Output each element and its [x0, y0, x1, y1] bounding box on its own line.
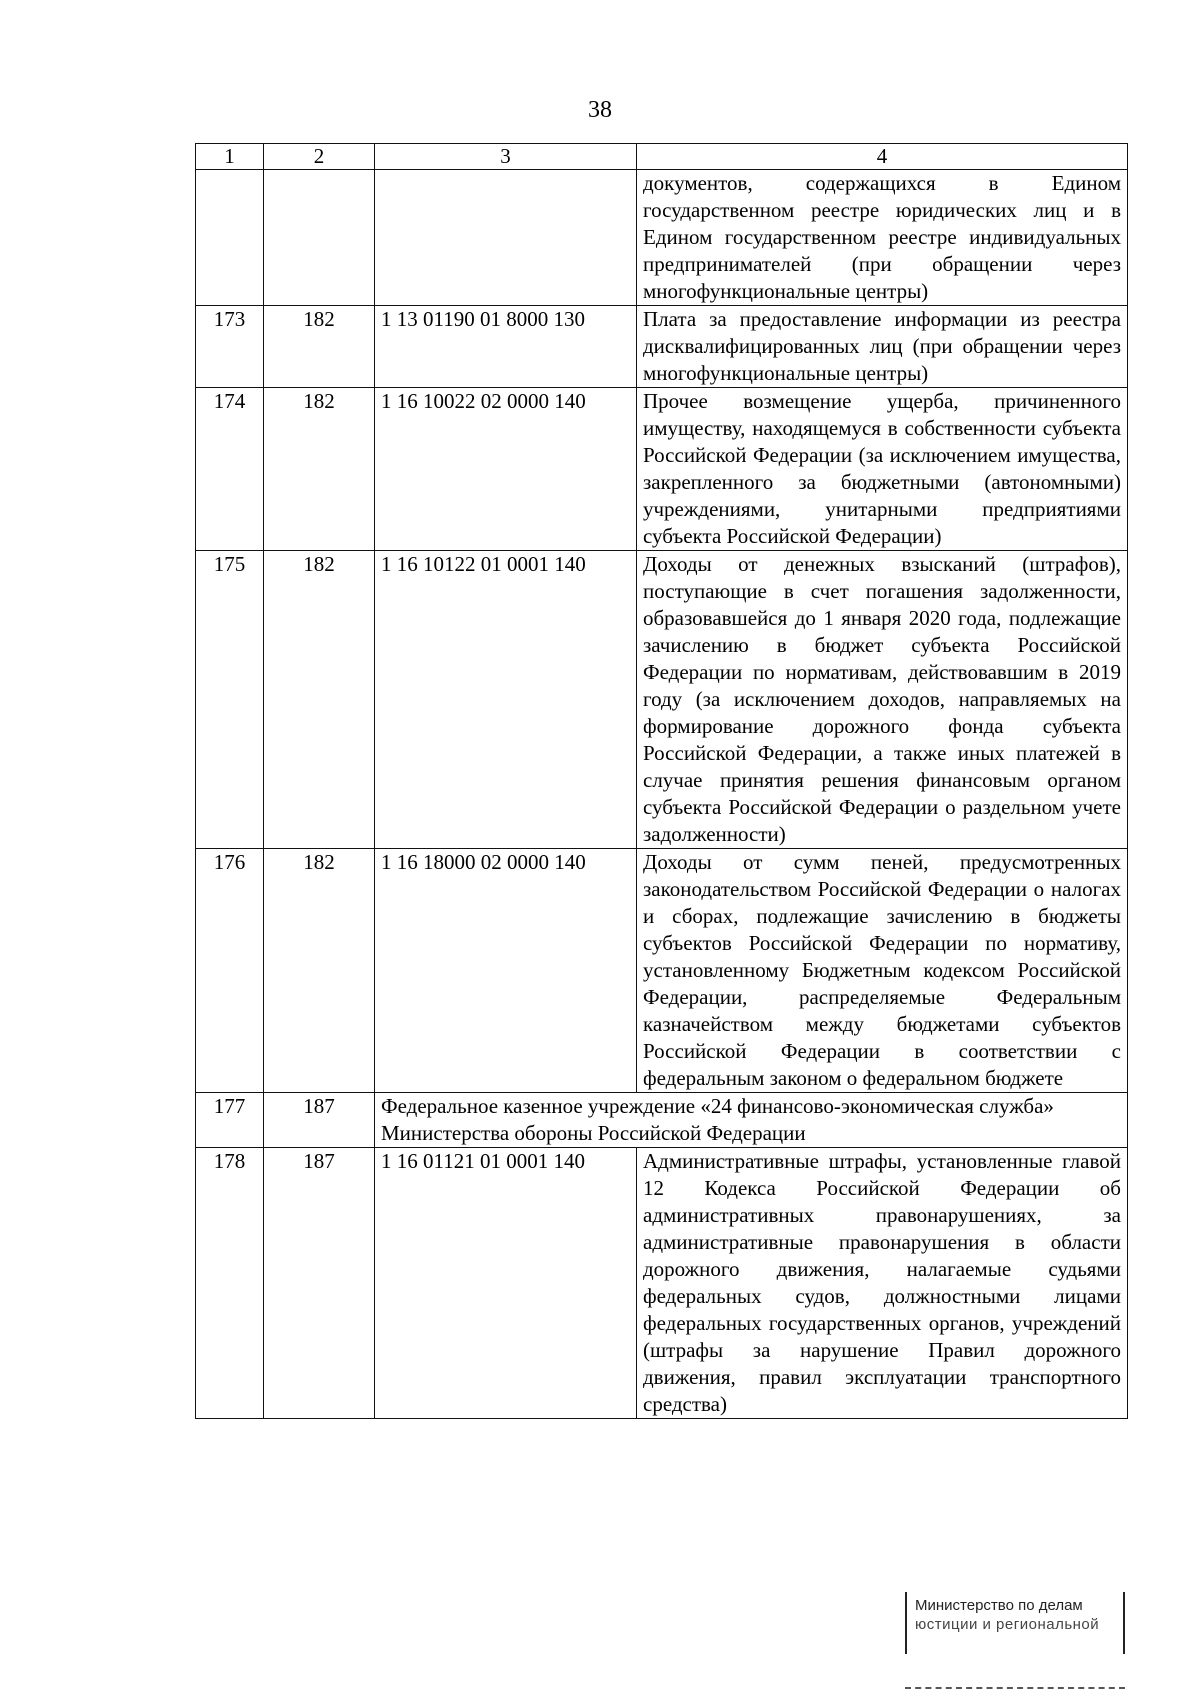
table-row [196, 306, 1128, 388]
admin-code: 182 [264, 388, 375, 551]
revenue-description: Плата за предоставление информации из реестра дисквалифицированных лиц (при обращении через многофункциональные центры) [637, 306, 1128, 388]
revenue-description: Административные штрафы, установленные главой 12 Кодекса Российской Федерации об административных правонарушениях, за административные правонарушения в области дорожного движения, налагаемые судьями федеральных судов, должностными лицами федеральных государственных органов, учреждений (штрафы за нарушение Правил дорожного движения, правил эксплуатации транспортного средства) [637, 1148, 1128, 1419]
table-row [196, 849, 1128, 1093]
revenue-description: Доходы от сумм пеней, предусмотренных законодательством Российской Федерации о налогах и сборах, подлежащие зачислению в бюджеты субъектов Российской Федерации по нормативу, установленному Бюджетным кодексом Российской Федерации, распределяемые Федеральным казначейством между бюджетами субъектов Российской Федерации в соответствии с федеральным законом о федеральном бюджете [637, 849, 1128, 1093]
table-row [196, 170, 1128, 306]
row-number: 173 [196, 306, 264, 388]
header-col-3: 3 [375, 144, 637, 170]
admin-code: 187 [264, 1093, 375, 1148]
budget-code [375, 170, 637, 306]
budget-code: 1 16 01121 01 0001 140 [375, 1148, 637, 1419]
table-header-row [196, 144, 1128, 170]
admin-code: 182 [264, 849, 375, 1093]
page-number: 38 [588, 97, 612, 123]
budget-code: 1 16 10022 02 0000 140 [375, 388, 637, 551]
admin-code [264, 170, 375, 306]
table-row [196, 551, 1128, 849]
table-row [196, 1148, 1128, 1419]
stamp-line-2: юстиции и региональной [915, 1616, 1100, 1633]
header-col-1: 1 [196, 144, 264, 170]
row-number: 177 [196, 1093, 264, 1148]
admin-code: 187 [264, 1148, 375, 1419]
registration-stamp [905, 1592, 1125, 1654]
stamp-line-1: Министерство по делам [915, 1597, 1083, 1614]
budget-code: 1 13 01190 01 8000 130 [375, 306, 637, 388]
header-col-4: 4 [637, 144, 1128, 170]
budget-code: 1 16 18000 02 0000 140 [375, 849, 637, 1093]
revenue-description: Прочее возмещение ущерба, причиненного имуществу, находящемуся в собственности субъекта Российской Федерации (за исключением имущества, закрепленного за бюджетными (автономными) учреждениями, унитарными предприятиями субъекта Российской Федерации) [637, 388, 1128, 551]
revenue-description: документов, содержащихся в Едином государственном реестре юридических лиц и в Едином государственном реестре индивидуальных предпринимателей (при обращении через многофункциональные центры) [637, 170, 1128, 306]
row-number: 175 [196, 551, 264, 849]
stamp-bottom-border [905, 1687, 1125, 1689]
header-col-2: 2 [264, 144, 375, 170]
administrator-name: Федеральное казенное учреждение «24 финансово-экономическая служба» Министерства обороны Российской Федерации [375, 1093, 1128, 1148]
table-row-administrator [196, 1093, 1128, 1148]
revenue-description: Доходы от денежных взысканий (штрафов), поступающие в счет погашения задолженности, образовавшейся до 1 января 2020 года, подлежащие зачислению в бюджет субъекта Российской Федерации по нормативам, действовавшим в 2019 году (за исключением доходов, направляемых на формирование дорожного фонда субъекта Российской Федерации, а также иных платежей в случае принятия решения финансовым органом субъекта Российской Федерации о раздельном учете задолженности) [637, 551, 1128, 849]
table-row [196, 388, 1128, 551]
admin-code: 182 [264, 306, 375, 388]
revenue-codes-table [195, 143, 1128, 1419]
row-number: 178 [196, 1148, 264, 1419]
budget-code: 1 16 10122 01 0001 140 [375, 551, 637, 849]
row-number: 176 [196, 849, 264, 1093]
row-number [196, 170, 264, 306]
row-number: 174 [196, 388, 264, 551]
admin-code: 182 [264, 551, 375, 849]
